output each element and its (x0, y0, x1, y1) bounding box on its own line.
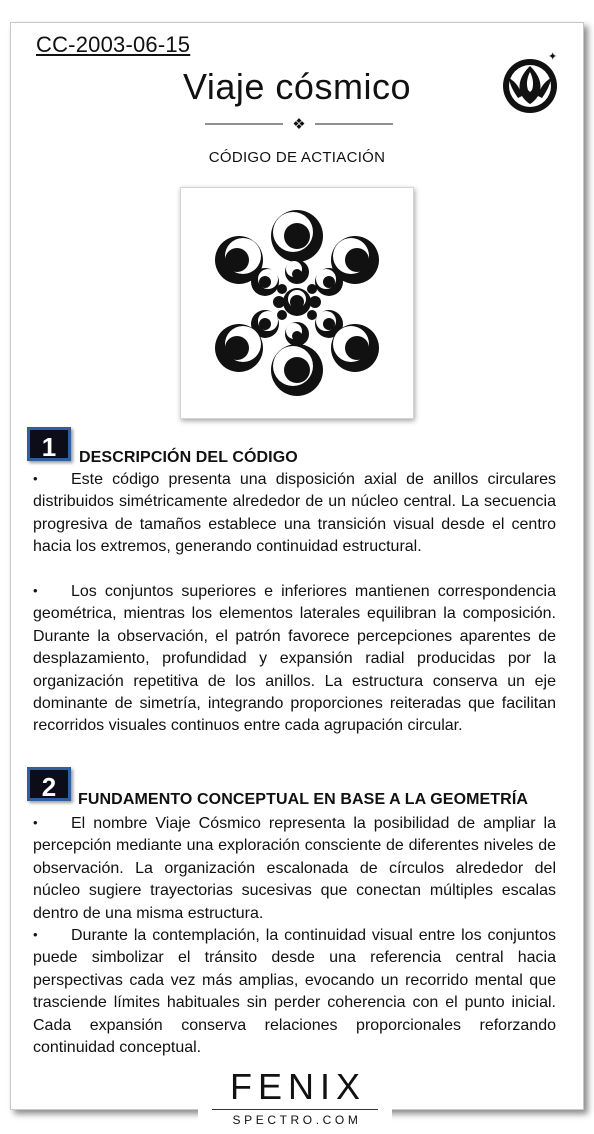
brand-logo (198, 1063, 392, 1129)
bullet-text: Este código presenta una disposición axial de anillos circulares distribuidos simétricamente alrededor de un núcleo central. La secuencia progresiva de tamaños establece una transición visual desde el centro hacia los extremos, generando continuidad estructural. (33, 471, 556, 556)
phoenix-emblem-icon (496, 48, 564, 116)
brand-website: SPECTRO.COM (232, 1113, 362, 1127)
circular-rings-pattern (181, 188, 413, 418)
page-title: Viaje cósmico (183, 66, 411, 107)
title-ornament (205, 114, 393, 134)
code-artwork (180, 187, 414, 419)
section-2-bullet-2 (33, 924, 556, 1059)
ornament-glyph: ❖ (292, 115, 306, 133)
bullet-icon: • (33, 583, 38, 598)
section-1-heading: DESCRIPCIÓN DEL CÓDIGO (79, 449, 298, 466)
bullet-icon: • (33, 927, 38, 942)
bullet-text: Los conjuntos superiores e inferiores mantienen correspondencia geométrica, mientras los elementos laterales equilibran la composición. Durante la observación, el patrón favorece percepciones aparentes de desplazamiento, profundidad y expansión radial producidas por la organización repetitiva de los anillos. La estructura conserva un eje dominante de simetría, integrando proporciones reiteradas que facilitan recorridos visuales continuos entre cada agrupación circular. (33, 583, 556, 735)
code-id: CC-2003-06-15 (36, 32, 191, 57)
section-2-bullet-1 (33, 812, 556, 925)
bullet-icon: • (33, 471, 38, 486)
bullet-text: Durante la contemplación, la continuidad visual entre los conjuntos puede simbolizar el tránsito desde una referencia central hacia perspectivas cada vez más amplias, evocando un recorrido mental que trasciende límites habituales sin perder coherencia con el punto inicial. Cada expansión conserva relaciones proporcionales reforzando continuidad conceptual. (33, 927, 556, 1057)
brand-divider (212, 1109, 378, 1110)
section-2-heading: FUNDAMENTO CONCEPTUAL EN BASE A LA GEOMETRÍA (78, 791, 529, 808)
section-1-bullet-1 (33, 468, 556, 559)
logo-star-icon: ✦ (548, 50, 558, 63)
bullet-text: El nombre Viaje Cósmico representa la posibilidad de ampliar la percepción mediante una exploración consciente de diferentes niveles de observación. La organización escalonada de círculos alrededor del núcleo sugiere trayectorias sucesivas que conectan múltiples escalas dentro de una misma estructura. (33, 815, 556, 922)
section-1-number: 1 (27, 427, 71, 461)
section-1-bullet-2 (33, 580, 556, 738)
section-2-number: 2 (27, 767, 71, 801)
bullet-icon: • (33, 815, 38, 830)
code-subtitle: CÓDIGO DE ACTIACIÓN (208, 149, 386, 166)
brand-name: FENIX (229, 1066, 366, 1107)
